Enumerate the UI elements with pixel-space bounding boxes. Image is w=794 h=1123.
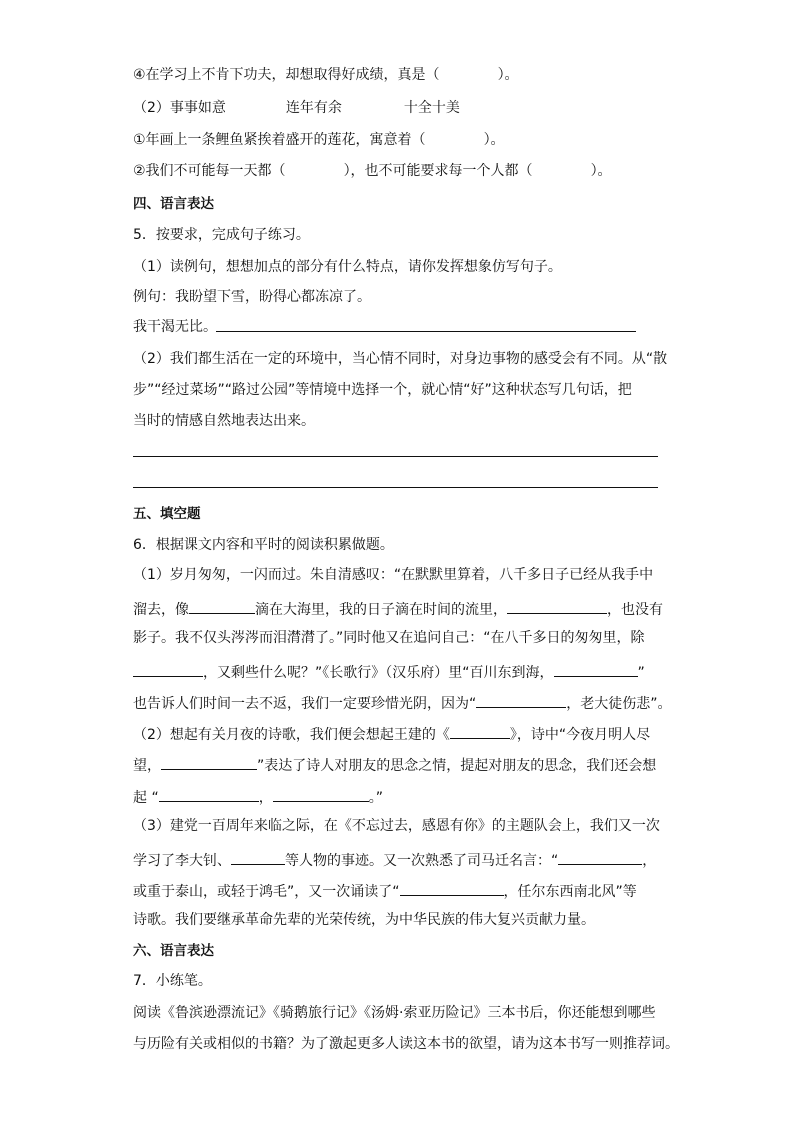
question-text: 与历险有关或相似的书籍？为了激起更多人读这本书的欲望，请为这本书写一则推荐词。 bbox=[133, 1036, 679, 1052]
answer-blank[interactable] bbox=[273, 786, 369, 802]
q4-part-2-item-2: ②我们不可能每一天都（ ），也不可能要求每一个人都（ ）。 bbox=[133, 163, 612, 179]
answer-blank[interactable] bbox=[450, 723, 510, 739]
fill-line: 溜去，像 滴在大海里，我的日子滴在时间的流里， ，也没有 bbox=[133, 598, 663, 619]
question-stem: 7．小练笔。 bbox=[133, 973, 212, 989]
writing-prompt: 我干渴无比。 bbox=[133, 319, 217, 335]
answer-blank[interactable] bbox=[159, 786, 259, 802]
fill-line: （1）岁月匆匆，一闪而过。朱自清感叹：“在默默里算着，八千多日子已经从我手中 bbox=[133, 567, 654, 583]
fill-line: 望， ”表达了诗人对朋友的思念之情，提起对朋友的思念，我们还会想 bbox=[133, 754, 656, 775]
fill-line: 或重于泰山，或轻于鸿毛”，又一次诵读了“ ，任尔东西南北风”等 bbox=[133, 880, 637, 901]
question-text: 阅读《鲁滨逊漂流记》《骑鹅旅行记》《汤姆·索亚历险记》三本书后，你还能想到哪些 bbox=[133, 1005, 656, 1021]
fill-line: 起 “ ， 。” bbox=[133, 786, 383, 807]
answer-line[interactable] bbox=[216, 331, 636, 332]
q4-item-4: ④在学习上不肯下功夫，却想取得好成绩，真是（ ）。 bbox=[133, 67, 519, 83]
q4-part-2-item-1: ①年画上一条鲤鱼紧挨着盛开的莲花，寓意着（ ）。 bbox=[133, 132, 505, 148]
answer-line[interactable] bbox=[133, 487, 658, 488]
question-part: （2）我们都生活在一定的环境中，当心情不同时，对身边事物的感受会有不同。从“散 bbox=[133, 351, 668, 367]
fill-line: 学习了李大钊、 等人物的事迹。又一次熟悉了司马迁名言：“ ， bbox=[133, 849, 656, 870]
fill-line: 影子。我不仅头涔涔而泪潸潸了。”同时他又在追问自己：“在八千多日的匆匆里，除 bbox=[133, 630, 645, 646]
answer-blank[interactable] bbox=[189, 598, 255, 614]
question-part-continued: 步”“经过菜场”“路过公园”等情境中选择一个，就心情“好”这种状态写几句话，把 bbox=[133, 382, 632, 398]
answer-line[interactable] bbox=[133, 456, 658, 457]
q4-part-2-options: （2）事事如意 连年有余 十全十美 bbox=[133, 100, 460, 116]
answer-blank[interactable] bbox=[231, 849, 285, 865]
answer-blank[interactable] bbox=[161, 754, 257, 770]
fill-line: 诗歌。我们要继承革命先辈的光荣传统，为中华民族的伟大复兴贡献力量。 bbox=[133, 912, 595, 928]
answer-blank[interactable] bbox=[400, 880, 504, 896]
answer-blank[interactable] bbox=[507, 598, 607, 614]
section-heading: 五、填空题 bbox=[133, 506, 201, 522]
example-sentence: 例句：我盼望下雪，盼得心都冻凉了。 bbox=[133, 289, 371, 305]
fill-line: （3）建党一百周年来临之际，在《不忘过去，感恩有你》的主题队会上，我们又一次 bbox=[133, 818, 660, 834]
section-heading: 六、语言表达 bbox=[133, 943, 214, 959]
fill-line: （2）想起有关月夜的诗歌，我们便会想起王建的《 》，诗中“今夜月明人尽 bbox=[133, 723, 650, 744]
answer-blank[interactable] bbox=[476, 692, 566, 708]
question-stem: 6．根据课文内容和平时的阅读积累做题。 bbox=[133, 537, 394, 553]
question-part-continued: 当时的情感自然地表达出来。 bbox=[133, 413, 315, 429]
section-heading: 四、语言表达 bbox=[133, 196, 214, 212]
question-part: （1）读例句，想想加点的部分有什么特点，请你发挥想象仿写句子。 bbox=[133, 259, 562, 275]
answer-blank[interactable] bbox=[133, 661, 203, 677]
answer-blank[interactable] bbox=[554, 661, 638, 677]
fill-line: 也告诉人们时间一去不返，我们一定要珍惜光阴，因为“ ，老大徒伤悲”。 bbox=[133, 692, 672, 713]
fill-line: ，又剩些什么呢？”《长歌行》（汉乐府）里“百川东到海， ” bbox=[133, 661, 645, 682]
answer-blank[interactable] bbox=[558, 849, 642, 865]
question-stem: 5．按要求，完成句子练习。 bbox=[133, 227, 310, 243]
